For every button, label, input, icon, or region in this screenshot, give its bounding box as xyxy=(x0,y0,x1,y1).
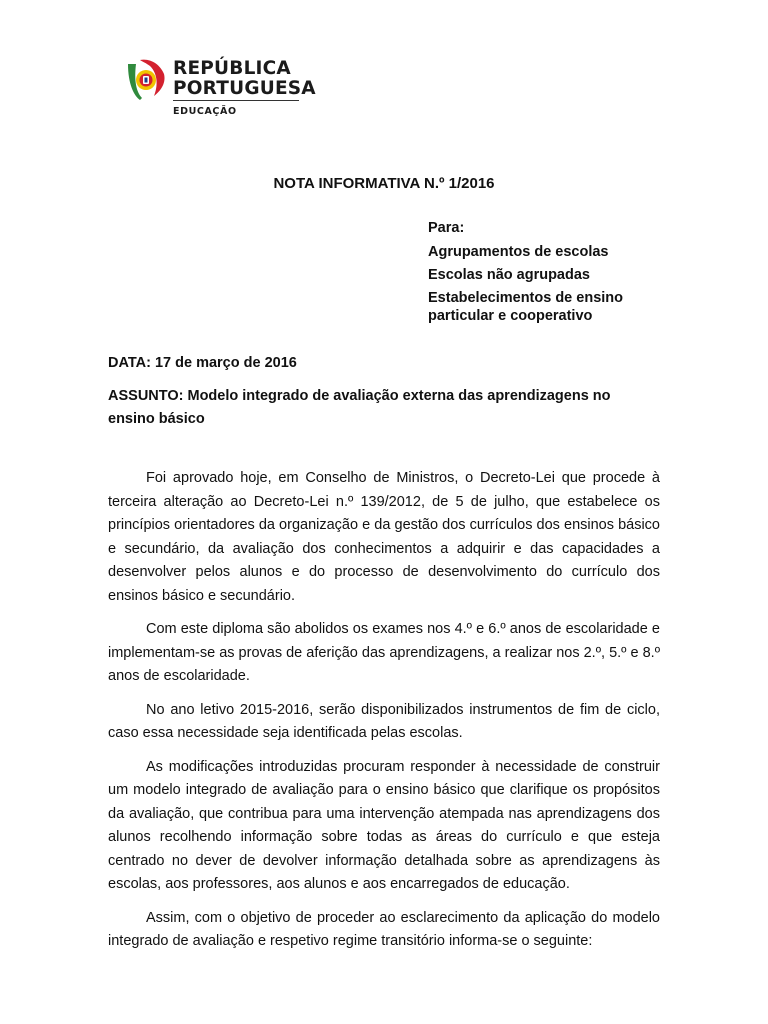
logo-divider xyxy=(173,100,299,101)
recipient-item: Estabelecimentos de ensino particular e cooperativo xyxy=(428,290,624,324)
republica-portuguesa-logo xyxy=(124,56,324,122)
logo-text-republica: REPÚBLICA xyxy=(173,58,291,79)
body-paragraph: Foi aprovado hoje, em Conselho de Ministros, o Decreto-Lei que procede à terceira alteração ao Decreto-Lei n.º 139/2012, de 5 de julho, que estabelece os princípios orientadores da organização e da gestão dos currículos dos ensinos básico e secundário, da avaliação dos conhecimentos a adquirir e das capacidades a desenvolver pelos alunos e do processo de desenvolvimento do currículo dos ensinos básico e secundário. xyxy=(108,470,660,604)
body-paragraph: Assim, com o objetivo de proceder ao esclarecimento da aplicação do modelo integrado de avaliação e respetivo regime transitório informa-se o seguinte: xyxy=(108,909,660,949)
document-body xyxy=(108,467,660,964)
body-paragraph: Com este diploma são abolidos os exames nos 4.º e 6.º anos de escolaridade e implementam-se as provas de aferição das aprendizagens, a realizar nos 2.º, 5.º e 8.º anos de escolaridade. xyxy=(108,621,660,684)
logo-text-portuguesa: PORTUGUESA xyxy=(173,78,316,99)
document-date: DATA: 17 de março de 2016 xyxy=(108,355,297,371)
portuguese-emblem-icon xyxy=(124,56,168,102)
document-title: NOTA INFORMATIVA N.º 1/2016 xyxy=(273,175,495,192)
recipient-item: Escolas não agrupadas xyxy=(428,267,590,283)
recipients-label: Para: xyxy=(428,220,465,236)
body-paragraph: No ano letivo 2015-2016, serão disponibilizados instrumentos de fim de ciclo, caso essa necessidade seja identificada pelas escolas. xyxy=(108,701,660,741)
recipient-item: Agrupamentos de escolas xyxy=(428,244,609,260)
document-subject: ASSUNTO: Modelo integrado de avaliação externa das aprendizagens no ensino básico xyxy=(108,388,611,427)
logo-text-educacao: EDUCAÇÃO xyxy=(173,106,237,117)
body-paragraph: As modificações introduzidas procuram responder à necessidade de construir um modelo integrado de avaliação para o ensino básico que clarifique os propósitos da avaliação, que contribua para uma intervenção atempada nas aprendizagens dos alunos recolhendo informação sobre todas as áreas do currículo e que esteja centrado no dever de devolver informação detalhada sobre as aprendizagens às escolas, aos professores, aos alunos e aos encarregados de educação. xyxy=(108,758,660,892)
